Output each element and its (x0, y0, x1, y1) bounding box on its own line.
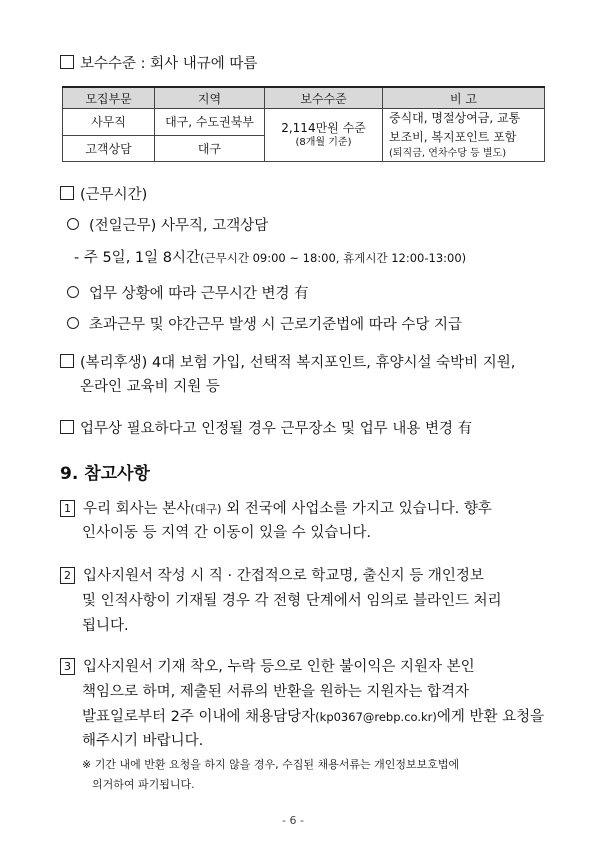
circle-bullet-icon (67, 317, 79, 329)
work-detail: - 주 5일, 1일 8시간(근무시간 09:00 ~ 18:00, 휴게시간 12:00-13:00) (74, 250, 467, 266)
note-line: ※ 기간 내에 반환 요청을 하지 않을 경우, 수집된 채용서류는 개인정보보호법에 (82, 758, 460, 771)
item-number: 1 (60, 500, 75, 517)
salary-line: 보수수준 : 회사 내규에 따름 (60, 54, 257, 74)
region-cell: 대구, 수도권북부 (155, 109, 265, 136)
change-line: 업무상 필요하다고 인정될 경우 근무장소 및 업무 내용 변경 有 (60, 419, 472, 439)
email-address: (kp0367@rebp.co.kr) (315, 710, 437, 724)
checkbox-icon (60, 186, 74, 200)
salary-value: 2,114만원 수준 (281, 121, 366, 135)
reference-line: 책임으로 하며, 제출된 서류의 반환을 원하는 지원자는 합격자 (82, 684, 470, 700)
note-line: 의거하여 파기됩니다. (92, 778, 195, 791)
item-number: 3 (60, 658, 75, 675)
work-title: (근무시간) (60, 185, 147, 205)
table-header-cell: 보수수준 (265, 87, 383, 109)
region-cell: 대구 (155, 135, 265, 162)
dept-cell: 사무직 (63, 109, 155, 136)
reference-line: 해주시기 바랍니다. (82, 733, 204, 749)
reference-line: 됩니다. (82, 618, 129, 634)
table-header-cell: 지역 (155, 87, 265, 109)
table-header-row (63, 87, 545, 109)
welfare-line: 온라인 교육비 지원 등 (80, 379, 220, 395)
table-row (63, 109, 545, 136)
section-heading: 9. 참고사항 (60, 464, 150, 484)
reference-item: 1 우리 회사는 본사(대구) 외 전국에 사업소를 가지고 있습니다. 향후 (60, 499, 492, 519)
circle-bullet-icon (67, 286, 79, 298)
dept-cell: 고객상담 (63, 135, 155, 162)
welfare-line: (복리후생) 4대 보험 가입, 선택적 복지포인트, 휴양시설 숙박비 지원, (60, 353, 515, 373)
reference-item: 2 입사지원서 작성 시 직 · 간접적으로 학교명, 출신지 등 개인정보 (60, 566, 484, 586)
note-line: 중식대, 명절상여금, 교통 (389, 111, 521, 125)
salary-cell (265, 109, 383, 162)
reference-line: 발표일로부터 2주 이내에 채용담당자(kp0367@rebp.co.kr)에게 반환 요청을 (82, 709, 545, 725)
note-line: (퇴직금, 연차수당 등 별도) (389, 148, 507, 159)
table-header-cell: 비 고 (383, 87, 545, 109)
work-item: 초과근무 및 야간근무 발생 시 근로기준법에 따라 수당 지급 (67, 315, 462, 335)
salary-basis: (8개월 기준) (295, 137, 352, 148)
pay-table (62, 86, 545, 162)
table-header-cell: 모집부문 (63, 87, 155, 109)
work-item: 업무 상황에 따라 근무시간 변경 有 (67, 284, 309, 304)
page-number: - 6 - (282, 814, 304, 827)
checkbox-icon (60, 354, 74, 368)
work-item: (전일근무) 사무직, 고객상담 (67, 216, 268, 236)
reference-item: 3 입사지원서 기재 착오, 누락 등으로 인한 불이익은 지원자 본인 (60, 657, 475, 677)
checkbox-icon (60, 55, 74, 69)
reference-line: 인사이동 등 지역 간 이동이 있을 수 있습니다. (82, 525, 371, 541)
circle-bullet-icon (67, 218, 79, 230)
note-cell (383, 109, 545, 162)
item-number: 2 (60, 567, 75, 584)
note-line: 보조비, 복지포인트 포함 (389, 130, 517, 144)
reference-line: 및 인적사항이 기재될 경우 각 전형 단계에서 임의로 블라인드 처리 (82, 593, 502, 609)
checkbox-icon (60, 420, 74, 434)
